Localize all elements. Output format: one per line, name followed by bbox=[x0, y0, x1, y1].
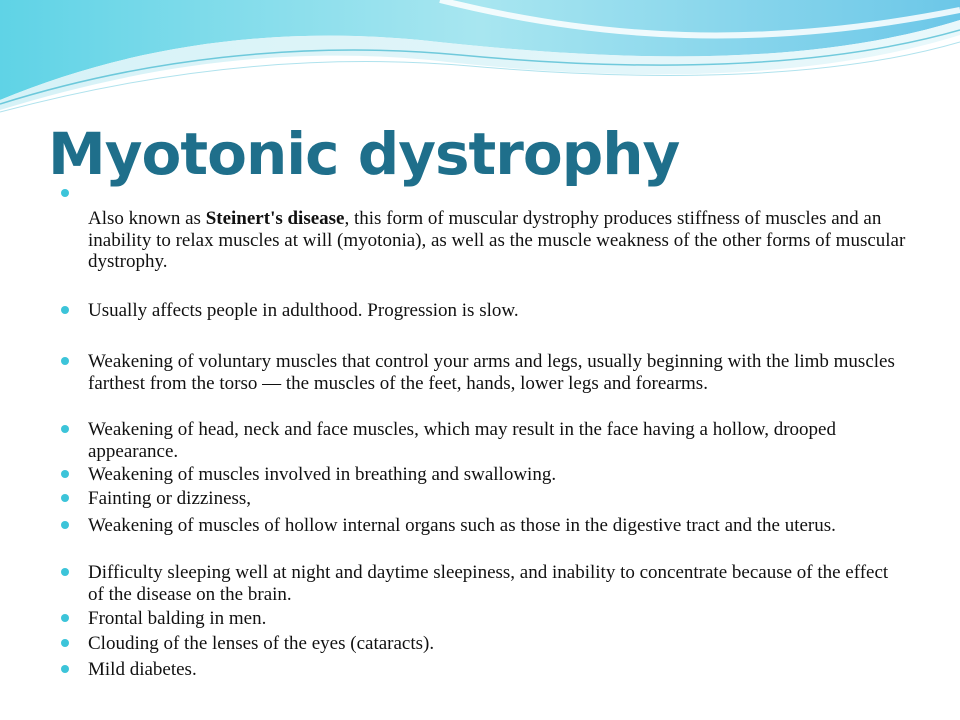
slide-title: Myotonic dystrophy bbox=[48, 120, 680, 188]
bullet-text: Frontal balding in men. bbox=[88, 608, 267, 629]
bullet-dot-icon bbox=[61, 425, 69, 433]
bullet-text-bold: Steinert's disease bbox=[205, 208, 345, 229]
bullet-dot-icon bbox=[61, 470, 69, 478]
bullet-text: Fainting or dizziness, bbox=[88, 488, 252, 509]
bullet-dot-icon bbox=[61, 357, 69, 365]
bullet-dot-icon bbox=[61, 568, 69, 576]
bullet-text-post: , this form of muscular dystrophy produces stiffness of muscles and an inability to relax muscles at will (myotonia), as well as the muscle weakness of the other forms of muscular dystrophy. bbox=[88, 208, 906, 272]
bullet-text: Clouding of the lenses of the eyes (cataracts). bbox=[88, 633, 435, 654]
bullet-dot-icon bbox=[61, 521, 69, 529]
bullet-item-adulthood bbox=[88, 300, 908, 322]
bullet-text: Mild diabetes. bbox=[88, 659, 197, 680]
bullet-text: Weakening of head, neck and face muscles, which may result in the face having a hollow, drooped appearance. bbox=[88, 419, 836, 462]
bullet-dot-icon bbox=[61, 639, 69, 647]
bullet-dot-icon bbox=[61, 665, 69, 673]
bullet-item-head-neck-face bbox=[88, 419, 908, 462]
bullet-dot-icon bbox=[61, 306, 69, 314]
bullet-item-sleeping bbox=[88, 562, 908, 605]
bullet-text: Usually affects people in adulthood. Progression is slow. bbox=[88, 300, 519, 321]
bullet-dot-icon bbox=[61, 614, 69, 622]
bullet-item-breathing bbox=[88, 464, 908, 486]
bullet-dot-icon bbox=[61, 189, 69, 197]
bullet-dot-icon bbox=[61, 494, 69, 502]
bullet-text: Difficulty sleeping well at night and daytime sleepiness, and inability to concentrate because of the effect of the disease on the brain. bbox=[88, 562, 889, 605]
bullet-item-balding bbox=[88, 608, 908, 630]
bullet-text: Weakening of muscles of hollow internal organs such as those in the digestive tract and the uterus. bbox=[88, 515, 836, 536]
bullet-item-steinerts bbox=[88, 208, 908, 273]
bullet-text: Weakening of voluntary muscles that control your arms and legs, usually beginning with the limb muscles farthest from the torso — the muscles of the feet, hands, lower legs and forearms. bbox=[88, 351, 895, 394]
bullet-text: Weakening of muscles involved in breathing and swallowing. bbox=[88, 464, 557, 485]
bullet-item-cataracts bbox=[88, 633, 908, 655]
bullet-item-internal-organs bbox=[88, 515, 908, 537]
bullet-text-pre: Also known as bbox=[88, 208, 206, 229]
bullet-item-fainting bbox=[88, 488, 908, 510]
bullet-item-voluntary-muscles bbox=[88, 351, 908, 394]
bullet-item-diabetes bbox=[88, 659, 908, 681]
